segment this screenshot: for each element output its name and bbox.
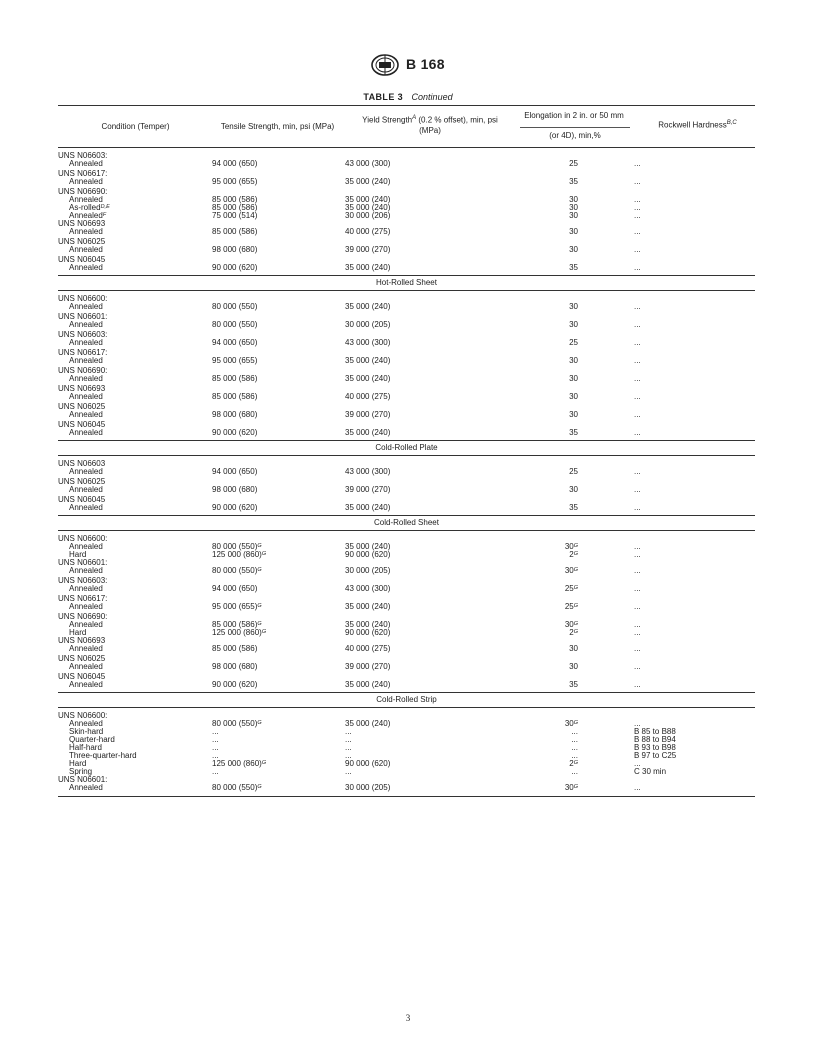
yield-cell: 35 000 (240) — [345, 503, 391, 512]
hardness-cell: ... — [634, 467, 641, 476]
condition-cell: Hard — [69, 628, 87, 637]
hardness-cell: B 85 to B88 — [634, 727, 676, 736]
elongation-cell: 35 — [569, 263, 578, 272]
elongation-cell: 30 — [569, 485, 578, 494]
uns-label: UNS N06601: — [58, 775, 108, 784]
hardness-cell: ... — [634, 644, 641, 653]
elongation-cell: 30 — [569, 211, 578, 220]
yield-cell: ... — [345, 727, 352, 736]
yield-cell: 40 000 (275) — [345, 392, 391, 401]
yield-cell: 39 000 (270) — [345, 245, 391, 254]
hardness-cell: ... — [634, 227, 641, 236]
condition-cell: Annealed — [69, 719, 103, 728]
tensile-cell: 85 000 (586) — [212, 392, 258, 401]
condition-cell: Annealed — [69, 410, 103, 419]
condition-cell: Annealed — [69, 602, 103, 611]
elongation-cell: 30 — [569, 662, 578, 671]
uns-label: UNS N06603: — [58, 330, 108, 339]
section-rule — [58, 440, 755, 441]
hardness-cell: ... — [634, 759, 641, 768]
hardness-cell: ... — [634, 628, 641, 637]
hardness-cell: ... — [634, 374, 641, 383]
condition-cell: As-rolled$^{D,E}$ — [69, 203, 110, 212]
elongation-cell: $30^G$ — [564, 620, 578, 629]
hardness-cell: ... — [634, 338, 641, 347]
yield-cell: 39 000 (270) — [345, 410, 391, 419]
elongation-cell: $25^G$ — [564, 602, 578, 611]
tensile-cell: 95 000 (655) — [212, 177, 258, 186]
condition-cell: Annealed — [69, 338, 103, 347]
uns-label: UNS N06045 — [58, 672, 106, 681]
condition-cell: Hard — [69, 759, 87, 768]
elongation-cell: ... — [571, 727, 578, 736]
hardness-cell: C 30 min — [634, 767, 667, 776]
tensile-cell: 85 000 (586) — [212, 195, 258, 204]
yield-cell: 35 000 (240) — [345, 263, 391, 272]
page-number: 3 — [405, 1013, 411, 1023]
condition-cell: Annealed — [69, 503, 103, 512]
uns-label: UNS N06693 — [58, 219, 106, 228]
section-rule — [58, 692, 755, 693]
elongation-cell: 30 — [569, 195, 578, 204]
col-header-rockwell: Rockwell Hardness$^{B,C}$ — [658, 120, 737, 130]
hardness-cell: B 88 to B94 — [634, 735, 676, 744]
yield-cell: 39 000 (270) — [345, 485, 391, 494]
hardness-cell: ... — [634, 159, 641, 168]
tensile-cell: 125 000 $(860)^G$ — [212, 550, 267, 559]
section-rule — [58, 275, 755, 276]
condition-cell: Spring — [69, 767, 93, 776]
condition-cell: Skin-hard — [69, 727, 104, 736]
elongation-cell: 35 — [569, 503, 578, 512]
uns-label: UNS N06603: — [58, 576, 108, 585]
condition-cell: Annealed — [69, 227, 103, 236]
uns-label: UNS N06690: — [58, 187, 108, 196]
elongation-cell: ... — [571, 767, 578, 776]
col-header-tensile: Tensile Strength, min, psi (MPa) — [220, 122, 335, 131]
elongation-cell: 30 — [569, 203, 578, 212]
hardness-cell: ... — [634, 620, 641, 629]
condition-cell: Annealed — [69, 662, 103, 671]
condition-cell: Three-quarter-hard — [69, 751, 137, 760]
uns-label: UNS N06617: — [58, 594, 108, 603]
tensile-cell: 95 000 (655) — [212, 356, 258, 365]
condition-cell: Quarter-hard — [69, 735, 115, 744]
uns-label: UNS N06045 — [58, 420, 106, 429]
yield-cell: 35 000 (240) — [345, 302, 391, 311]
tensile-cell: 98 000 (680) — [212, 410, 258, 419]
hardness-cell: ... — [634, 584, 641, 593]
hardness-cell: B 93 to B98 — [634, 743, 676, 752]
uns-label: UNS N06601: — [58, 558, 108, 567]
elongation-cell: 30 — [569, 410, 578, 419]
condition-cell: Annealed — [69, 356, 103, 365]
yield-cell: 35 000 (240) — [345, 356, 391, 365]
hardness-cell: ... — [634, 263, 641, 272]
section-rule — [58, 515, 755, 516]
elongation-cell: 30 — [569, 356, 578, 365]
section-title: Cold-Rolled Sheet — [374, 518, 439, 527]
yield-cell: 90 000 (620) — [345, 550, 391, 559]
yield-cell: 30 000 (205) — [345, 320, 391, 329]
elongation-cell: $2^G$ — [569, 550, 578, 559]
table-number: TABLE 3 — [363, 92, 404, 102]
elongation-cell: $2^G$ — [569, 628, 578, 637]
yield-cell: 35 000 (240) — [345, 542, 391, 551]
hardness-cell: ... — [634, 485, 641, 494]
yield-cell: 35 000 (240) — [345, 719, 391, 728]
section-title: Cold-Rolled Plate — [375, 443, 438, 452]
yield-cell: ... — [345, 743, 352, 752]
table-caption — [0, 92, 816, 102]
section-title: Hot-Rolled Sheet — [376, 278, 437, 287]
hardness-cell: ... — [634, 392, 641, 401]
hardness-cell: B 97 to C25 — [634, 751, 677, 760]
yield-cell: 43 000 (300) — [345, 467, 391, 476]
hardness-cell: ... — [634, 602, 641, 611]
hardness-cell: ... — [634, 503, 641, 512]
elongation-cell: 25 — [569, 159, 578, 168]
section-rule — [58, 455, 755, 456]
section-title: Cold-Rolled Strip — [376, 695, 437, 704]
elongation-cell: $30^G$ — [564, 719, 578, 728]
hardness-cell: ... — [634, 719, 641, 728]
elongation-cell: $2^G$ — [569, 759, 578, 768]
tensile-cell: 98 000 (680) — [212, 662, 258, 671]
elongation-cell: 30 — [569, 302, 578, 311]
uns-label: UNS N06617: — [58, 348, 108, 357]
condition-cell: Annealed — [69, 159, 103, 168]
yield-cell: 39 000 (270) — [345, 662, 391, 671]
uns-label: UNS N06693 — [58, 636, 106, 645]
condition-cell: Annealed — [69, 302, 103, 311]
elongation-cell: $30^G$ — [564, 542, 578, 551]
tensile-cell: 80 000 (550) — [212, 302, 258, 311]
tensile-cell: 90 000 (620) — [212, 428, 258, 437]
yield-cell: 43 000 (300) — [345, 338, 391, 347]
tensile-cell: ... — [212, 727, 219, 736]
tensile-cell: ... — [212, 735, 219, 744]
uns-label: UNS N06617: — [58, 169, 108, 178]
elongation-cell: 30 — [569, 227, 578, 236]
uns-label: UNS N06690: — [58, 612, 108, 621]
tensile-cell: 80 000 $(550)^G$ — [212, 566, 262, 575]
standard-designation: B 168 — [406, 56, 445, 72]
condition-cell: Annealed — [69, 485, 103, 494]
tensile-cell: 80 000 $(550)^G$ — [212, 542, 262, 551]
uns-label: UNS N06025 — [58, 477, 106, 486]
yield-cell: ... — [345, 735, 352, 744]
uns-label: UNS N06045 — [58, 255, 106, 264]
yield-cell: 35 000 (240) — [345, 203, 391, 212]
tensile-cell: ... — [212, 767, 219, 776]
condition-cell: Annealed — [69, 392, 103, 401]
hardness-cell: ... — [634, 211, 641, 220]
elongation-cell: $30^G$ — [564, 566, 578, 575]
yield-cell: 30 000 (206) — [345, 211, 391, 220]
condition-cell: Annealed — [69, 566, 103, 575]
yield-cell: 40 000 (275) — [345, 227, 391, 236]
hardness-cell: ... — [634, 410, 641, 419]
tensile-cell: ... — [212, 743, 219, 752]
tensile-cell: 90 000 (620) — [212, 503, 258, 512]
condition-cell: Annealed — [69, 620, 103, 629]
col-header-elongation-sub: (or 4D), min,% — [549, 131, 601, 140]
hardness-cell: ... — [634, 566, 641, 575]
col-header-elongation: Elongation in 2 in. or 50 mm — [524, 111, 624, 120]
uns-label: UNS N06600: — [58, 711, 108, 720]
hardness-cell: ... — [634, 662, 641, 671]
tensile-cell: 85 000 (586) — [212, 644, 258, 653]
uns-label: UNS N06690: — [58, 366, 108, 375]
table-top-rule — [58, 105, 755, 106]
yield-cell: 43 000 (300) — [345, 159, 391, 168]
condition-cell: Annealed — [69, 263, 103, 272]
tensile-cell: 80 000 $(550)^G$ — [212, 783, 262, 792]
condition-cell: Annealed — [69, 680, 103, 689]
condition-cell: Annealed — [69, 542, 103, 551]
hardness-cell: ... — [634, 428, 641, 437]
condition-cell: Annealed — [69, 177, 103, 186]
hardness-cell: ... — [634, 783, 641, 792]
yield-cell: 35 000 (240) — [345, 195, 391, 204]
yield-cell: 35 000 (240) — [345, 177, 391, 186]
elongation-cell: 25 — [569, 338, 578, 347]
tensile-cell: 90 000 (620) — [212, 680, 258, 689]
hardness-cell: ... — [634, 302, 641, 311]
yield-cell: 35 000 (240) — [345, 428, 391, 437]
yield-cell: 90 000 (620) — [345, 628, 391, 637]
condition-cell: Annealed — [69, 644, 103, 653]
elongation-cell: ... — [571, 743, 578, 752]
elongation-cell: ... — [571, 751, 578, 760]
tensile-cell: ... — [212, 751, 219, 760]
yield-cell: 35 000 (240) — [345, 374, 391, 383]
tensile-cell: 95 000 $(655)^G$ — [212, 602, 262, 611]
tensile-cell: 75 000 (514) — [212, 211, 258, 220]
elongation-cell: 35 — [569, 177, 578, 186]
yield-cell: 30 000 (205) — [345, 566, 391, 575]
tensile-cell: 125 000 $(860)^G$ — [212, 628, 267, 637]
tensile-cell: 85 000 (586) — [212, 227, 258, 236]
elongation-cell: 30 — [569, 392, 578, 401]
elongation-cell: $25^G$ — [564, 584, 578, 593]
hardness-cell: ... — [634, 680, 641, 689]
tensile-cell: 94 000 (650) — [212, 584, 258, 593]
elongation-cell: $30^G$ — [564, 783, 578, 792]
section-rule — [58, 530, 755, 531]
uns-label: UNS N06603: — [58, 151, 108, 160]
section-rule — [58, 707, 755, 708]
condition-cell: Annealed — [69, 428, 103, 437]
condition-cell: Annealed — [69, 195, 103, 204]
yield-cell: ... — [345, 767, 352, 776]
tensile-cell: 85 000 (586) — [212, 203, 258, 212]
condition-cell: Annealed — [69, 245, 103, 254]
tensile-cell: 94 000 (650) — [212, 159, 258, 168]
elongation-cell: 25 — [569, 467, 578, 476]
astm-logo-icon — [370, 54, 400, 76]
tensile-cell: 98 000 (680) — [212, 245, 258, 254]
elongation-cell: 30 — [569, 245, 578, 254]
tensile-cell: 85 000 $(586)^G$ — [212, 620, 262, 629]
condition-cell: Half-hard — [69, 743, 102, 752]
tensile-cell: 85 000 (586) — [212, 374, 258, 383]
yield-cell: 43 000 (300) — [345, 584, 391, 593]
yield-cell: 30 000 (205) — [345, 783, 391, 792]
table-continued: Continued — [411, 92, 453, 102]
elongation-cell: ... — [571, 735, 578, 744]
tensile-cell: 125 000 $(860)^G$ — [212, 759, 267, 768]
condition-cell: Annealed — [69, 783, 103, 792]
uns-label: UNS N06025 — [58, 402, 106, 411]
condition-cell: Annealed — [69, 584, 103, 593]
hardness-cell: ... — [634, 245, 641, 254]
elongation-cell: 30 — [569, 320, 578, 329]
condition-cell: Annealed — [69, 467, 103, 476]
tensile-cell: 90 000 (620) — [212, 263, 258, 272]
elongation-cell: 35 — [569, 680, 578, 689]
uns-label: UNS N06600: — [58, 294, 108, 303]
elongation-cell: 30 — [569, 374, 578, 383]
yield-cell: 35 000 (240) — [345, 602, 391, 611]
uns-label: UNS N06600: — [58, 534, 108, 543]
yield-cell: ... — [345, 751, 352, 760]
condition-cell: Hard — [69, 550, 87, 559]
hardness-cell: ... — [634, 195, 641, 204]
uns-label: UNS N06025 — [58, 237, 106, 246]
uns-label: UNS N06603 — [58, 459, 106, 468]
condition-cell: Annealed — [69, 320, 103, 329]
tensile-cell: 94 000 (650) — [212, 467, 258, 476]
yield-cell: 35 000 (240) — [345, 680, 391, 689]
tensile-cell: 94 000 (650) — [212, 338, 258, 347]
hardness-cell: ... — [634, 550, 641, 559]
yield-cell: 90 000 (620) — [345, 759, 391, 768]
col-header-condition: Condition (Temper) — [101, 122, 170, 131]
hardness-cell: ... — [634, 542, 641, 551]
uns-label: UNS N06601: — [58, 312, 108, 321]
condition-cell: Annealed$^F$ — [69, 211, 107, 220]
uns-label: UNS N06025 — [58, 654, 106, 663]
hardness-cell: ... — [634, 320, 641, 329]
page-header — [0, 54, 816, 76]
tensile-cell: 80 000 (550) — [212, 320, 258, 329]
condition-cell: Annealed — [69, 374, 103, 383]
elongation-subrule — [520, 127, 630, 128]
yield-cell: 40 000 (275) — [345, 644, 391, 653]
section-rule — [58, 290, 755, 291]
uns-label: UNS N06693 — [58, 384, 106, 393]
table-bottom-rule — [58, 796, 755, 797]
tensile-cell: 98 000 (680) — [212, 485, 258, 494]
hardness-cell: ... — [634, 203, 641, 212]
hardness-cell: ... — [634, 177, 641, 186]
hardness-cell: ... — [634, 356, 641, 365]
yield-cell: 35 000 (240) — [345, 620, 391, 629]
table-header-rule — [58, 147, 755, 148]
elongation-cell: 35 — [569, 428, 578, 437]
col-header-yield: Yield Strength$^A$ (0.2 % offset), min, psi (MPa) — [362, 115, 498, 135]
tensile-cell: 80 000 $(550)^G$ — [212, 719, 262, 728]
elongation-cell: 30 — [569, 644, 578, 653]
uns-label: UNS N06045 — [58, 495, 106, 504]
